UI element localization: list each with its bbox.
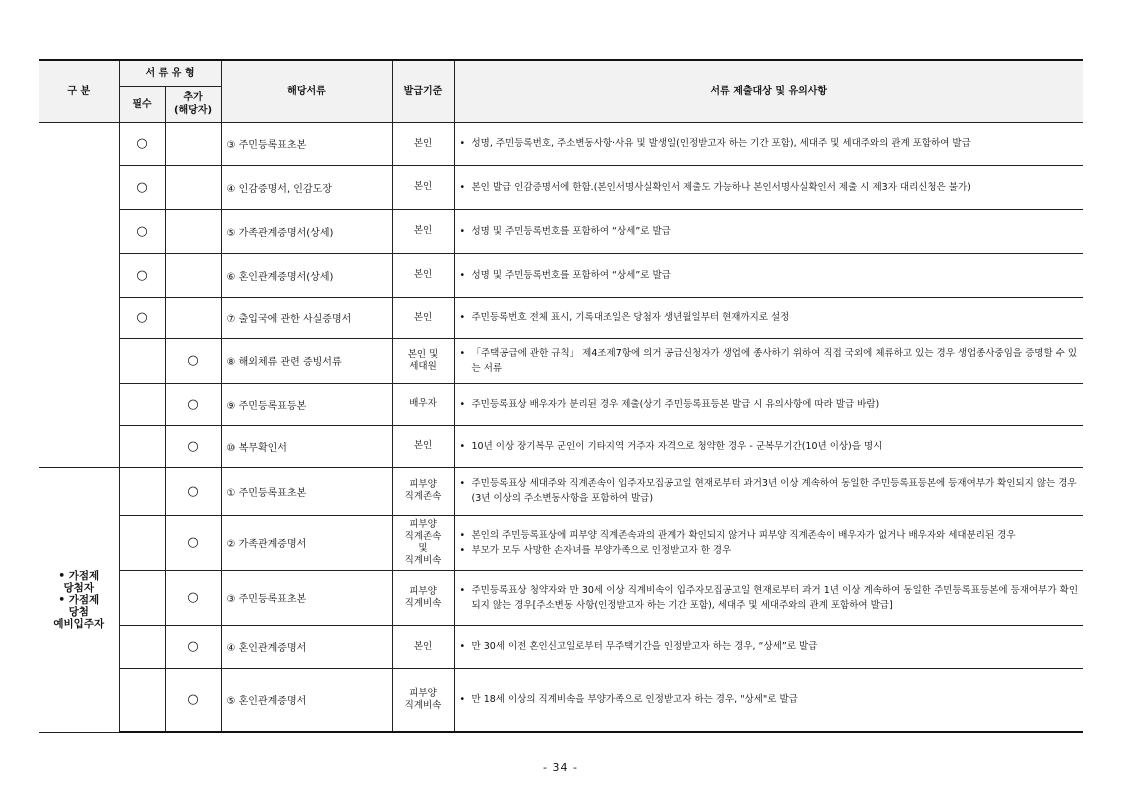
notes-cell <box>454 338 1083 383</box>
header-required: 필수 <box>119 86 165 122</box>
issue-standard: 본인 <box>392 297 454 338</box>
bullet-icon: • <box>459 694 466 706</box>
issue-standard: 본인 <box>392 253 454 297</box>
document-name: ⑩ 복무확인서 <box>221 425 392 467</box>
table-body <box>39 122 1083 732</box>
note-item <box>460 476 1079 506</box>
issue-standard: 피부양 직계존속 <box>392 467 454 515</box>
notes-cell <box>454 253 1083 297</box>
notes-cell <box>454 425 1083 467</box>
additional-mark <box>165 122 221 165</box>
note-text: 본인 발급 인감증명서에 한함.(본인서명사실확인서 제출도 가능하나 본인서명사실확인서 제출 시 제3자 대리신청은 불가) <box>471 181 971 193</box>
note-item <box>460 397 1079 412</box>
notes-cell <box>454 625 1083 668</box>
note-text: 부모가 모두 사망한 손자녀를 부양가족으로 인정받고자 한 경우 <box>471 544 732 556</box>
document-name: ⑦ 출입국에 관한 사실증명서 <box>221 297 392 338</box>
note-item <box>460 180 1079 195</box>
table-row <box>39 209 1083 253</box>
bullet-icon: • <box>459 478 466 489</box>
notes-cell <box>454 383 1083 425</box>
bullet-icon: • <box>459 225 466 237</box>
table-row <box>39 165 1083 209</box>
additional-mark <box>165 253 221 297</box>
additional-mark <box>165 297 221 338</box>
required-mark <box>119 467 165 515</box>
note-item <box>460 346 1079 376</box>
issue-standard: 피부양 직계존속 및 직계비속 <box>392 515 454 570</box>
additional-mark: ○ <box>165 425 221 467</box>
note-text: 주민등록표상 배우자가 분리된 경우 제출(상기 주민등록표등본 발급 시 유의사항에 따라 발급 바람) <box>471 398 880 410</box>
note-item <box>460 528 1079 543</box>
document-name: ⑧ 해외체류 관련 증빙서류 <box>221 338 392 383</box>
issue-standard: 본인 <box>392 165 454 209</box>
note-text: 성명 및 주민등록번호를 포함하여 “상세”로 발급 <box>471 225 671 237</box>
notes-cell <box>454 297 1083 338</box>
document-name: ④ 인감증명서, 인감도장 <box>221 165 392 209</box>
additional-mark: ○ <box>165 338 221 383</box>
header-category: 구 분 <box>39 60 119 122</box>
additional-mark: ○ <box>165 383 221 425</box>
additional-mark: ○ <box>165 625 221 668</box>
required-mark <box>119 668 165 732</box>
notes-cell <box>454 209 1083 253</box>
note-item <box>460 310 1079 325</box>
table-row <box>39 338 1083 383</box>
table-row <box>39 253 1083 297</box>
note-item <box>460 692 1079 707</box>
table-row <box>39 515 1083 570</box>
required-mark: ○ <box>119 253 165 297</box>
header-issue-standard: 발급기준 <box>392 60 454 122</box>
group-label-group2: • 가점제 당첨자 • 가점제 당첨 예비입주자 <box>39 467 119 732</box>
issue-standard: 배우자 <box>392 383 454 425</box>
required-mark: ○ <box>119 297 165 338</box>
note-text: 성명, 주민등록번호, 주소변동사항·사유 및 발생일(인정받고자 하는 기간 포함), 세대주 및 세대주와의 관계 포함하여 발급 <box>471 138 971 149</box>
note-text: 만 18세 이상의 직계비속을 부양가족으로 인정받고자 하는 경우, "상세"로 발급 <box>471 694 798 706</box>
document-name: ④ 혼인관계증명서 <box>221 625 392 668</box>
group-label-group1 <box>39 122 119 467</box>
note-text: 성명 및 주민등록번호를 포함하여 “상세”로 발급 <box>471 269 671 281</box>
note-text: 10년 이상 장기복무 군인이 기타지역 거주자 자격으로 청약한 경우 - 군복무기간(10년 이상)을 명시 <box>471 440 883 452</box>
notes-cell <box>454 515 1083 570</box>
document-name: ⑤ 가족관계증명서(상세) <box>221 209 392 253</box>
issue-standard: 본인 <box>392 425 454 467</box>
bullet-icon: • <box>459 347 466 359</box>
note-item <box>460 268 1079 283</box>
document-name: ⑨ 주민등록표등본 <box>221 383 392 425</box>
table-row <box>39 297 1083 338</box>
note-text: 본인의 주민등록표상에 피부양 직계존속과의 관계가 확인되지 않거나 피부양 직계존속이 배우자가 없거나 배우자와 세대분리된 경우 <box>471 529 1016 541</box>
additional-mark <box>165 165 221 209</box>
issue-standard: 본인 및 세대원 <box>392 338 454 383</box>
bullet-icon: • <box>459 269 466 281</box>
bullet-icon: • <box>459 398 466 410</box>
additional-mark: ○ <box>165 570 221 625</box>
table-row <box>39 383 1083 425</box>
issue-standard: 본인 <box>392 625 454 668</box>
bullet-icon: • <box>459 138 466 149</box>
header-notes: 서류 제출대상 및 유의사항 <box>454 60 1083 122</box>
note-text: 주민등록표상 세대주와 직계존속이 입주자모집공고일 현재로부터 과거3년 이상 계속하여 동일한 주민등록표등본에 등재여부가 확인되지 않는 경우(3년 이상의 주소변동사항을 포함하여 발급) <box>471 478 1077 504</box>
issue-standard: 본인 <box>392 209 454 253</box>
document-table <box>39 59 1083 733</box>
page-number: - 34 - <box>543 761 578 774</box>
table-row <box>39 668 1083 732</box>
note-text: 「주택공급에 관한 규칙」 제4조제7항에 의거 공급신청자가 생업에 종사하기 위하여 직접 국외에 체류하고 있는 경우 생업종사중임을 증명할 수 있는 서류 <box>471 347 1078 374</box>
required-mark: ○ <box>119 165 165 209</box>
header-additional: 추가 (해당자) <box>165 86 221 122</box>
document-name: ⑤ 혼인관계증명서 <box>221 668 392 732</box>
bullet-icon: • <box>459 312 466 323</box>
required-mark: ○ <box>119 122 165 165</box>
notes-cell <box>454 570 1083 625</box>
table-row <box>39 122 1083 165</box>
required-mark <box>119 570 165 625</box>
bullet-icon: • <box>459 529 466 541</box>
issue-standard: 본인 <box>392 122 454 165</box>
note-text: 만 30세 이전 혼인신고일로부터 무주택기간을 인정받고자 하는 경우, “상세”로 발급 <box>471 641 818 652</box>
issue-standard: 피부양 직계비속 <box>392 570 454 625</box>
note-item <box>460 639 1079 654</box>
document-name: ③ 주민등록표초본 <box>221 570 392 625</box>
additional-mark <box>165 209 221 253</box>
note-item <box>460 136 1079 151</box>
required-mark <box>119 425 165 467</box>
required-mark <box>119 515 165 570</box>
document-name: ② 가족관계증명서 <box>221 515 392 570</box>
bullet-icon: • <box>459 440 466 452</box>
table-row <box>39 467 1083 515</box>
additional-mark: ○ <box>165 668 221 732</box>
bullet-icon: • <box>459 641 466 652</box>
notes-cell <box>454 122 1083 165</box>
note-item <box>460 439 1079 454</box>
document-name: ① 주민등록표초본 <box>221 467 392 515</box>
document-name: ③ 주민등록표초본 <box>221 122 392 165</box>
issue-standard: 피부양 직계비속 <box>392 668 454 732</box>
header-doc-type: 서 류 유 형 <box>119 60 221 86</box>
table-row <box>39 570 1083 625</box>
required-mark <box>119 338 165 383</box>
required-mark: ○ <box>119 209 165 253</box>
table-row <box>39 425 1083 467</box>
notes-cell <box>454 668 1083 732</box>
note-item <box>460 224 1079 239</box>
notes-cell <box>454 467 1083 515</box>
note-item <box>460 583 1079 613</box>
note-item <box>460 543 1079 558</box>
document-name: ⑥ 혼인관계증명서(상세) <box>221 253 392 297</box>
additional-mark: ○ <box>165 515 221 570</box>
note-text: 주민등록표상 청약자와 만 30세 이상 직계비속이 입주자모집공고일 현재로부터 과거 1년 이상 계속하여 동일한 주민등록표등본에 등재여부가 확인되지 않는 경우[주소변동 사항(인정받고자 하는 기간 포함), 세대주 및 세대주와의 관계 포함하여 발급] <box>471 584 1078 611</box>
bullet-icon: • <box>459 181 466 193</box>
note-text: 주민등록번호 전체 표시, 기록대조일은 당첨자 생년월일부터 현재까지로 설정 <box>471 312 790 323</box>
notes-cell <box>454 165 1083 209</box>
required-mark <box>119 383 165 425</box>
required-mark <box>119 625 165 668</box>
bullet-icon: • <box>459 584 466 596</box>
additional-mark: ○ <box>165 467 221 515</box>
table-row <box>39 625 1083 668</box>
bullet-icon: • <box>459 544 466 556</box>
header-document: 해당서류 <box>221 60 392 122</box>
